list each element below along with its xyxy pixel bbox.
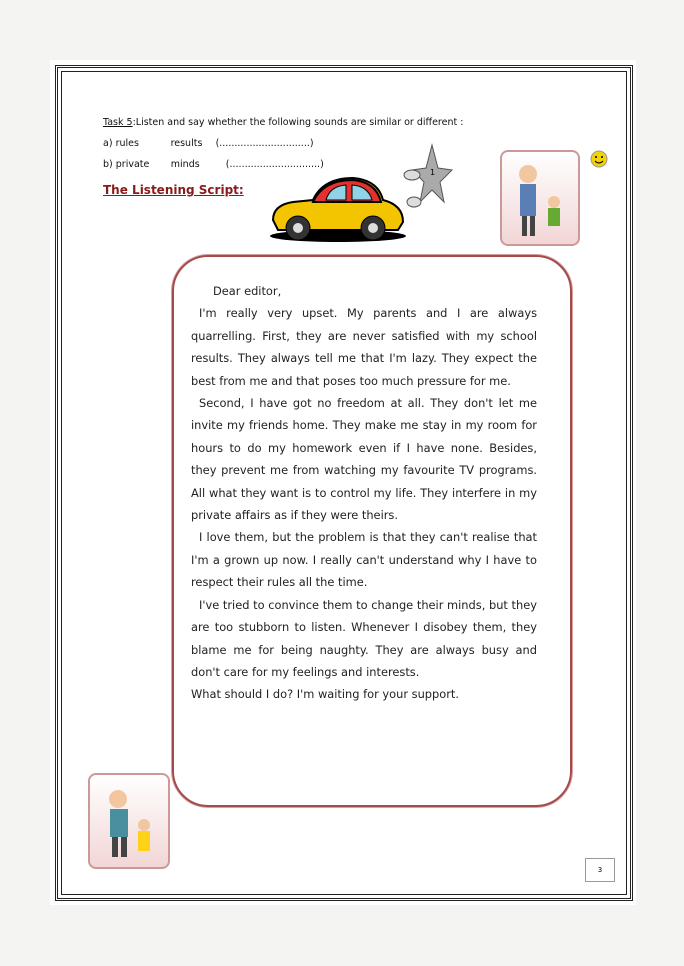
letter-paragraph: I've tried to convince them to change their minds, but they are too stubborn to listen. Whenever I disobey them, they blame me for being naughty. They are always busy and don't care for my feelings and interests. [191, 597, 537, 679]
task-instruction: :Listen and say whether the following sounds are similar or different : [132, 117, 464, 128]
task-item-b: b) private minds (..............................) [103, 159, 324, 170]
car-illustration [268, 170, 408, 245]
letter-paragraph: Second, I have got no freedom at all. They don't let me invite my friends home. They make me stay in my room for hours to do my homework even if I have none. Besides, they prevent me from watching my favourite TV programs. All what they want is to control my life. They interfere in my private affairs as if they were theirs. [191, 396, 537, 523]
parent-scolding-picture [500, 150, 580, 246]
letter-greeting: Dear editor, [213, 284, 282, 298]
star-icon [400, 140, 455, 215]
father-child-picture [88, 773, 170, 869]
letter-paragraph: I'm really very upset. My parents and I are always quarrelling. First, they are never satisfied with my school results. They always tell me that I'm lazy. They expect the best from me and that poses too much pressure for me. [191, 306, 537, 388]
smiley-icon [590, 150, 608, 168]
star-number: 1 [430, 168, 436, 177]
letter-text [191, 280, 537, 706]
letter-paragraph: I love them, but the problem is that they can't realise that I'm a grown up now. I really can't understand why I have to respect their rules all the time. [191, 530, 537, 590]
letter-closing: What should I do? I'm waiting for your support. [191, 687, 459, 702]
task-label: Task 5 [103, 117, 133, 128]
task-item-a: a) rules results (..............................) [103, 138, 314, 149]
script-title: The Listening Script: [103, 183, 244, 197]
page-number: 3 [585, 858, 615, 882]
